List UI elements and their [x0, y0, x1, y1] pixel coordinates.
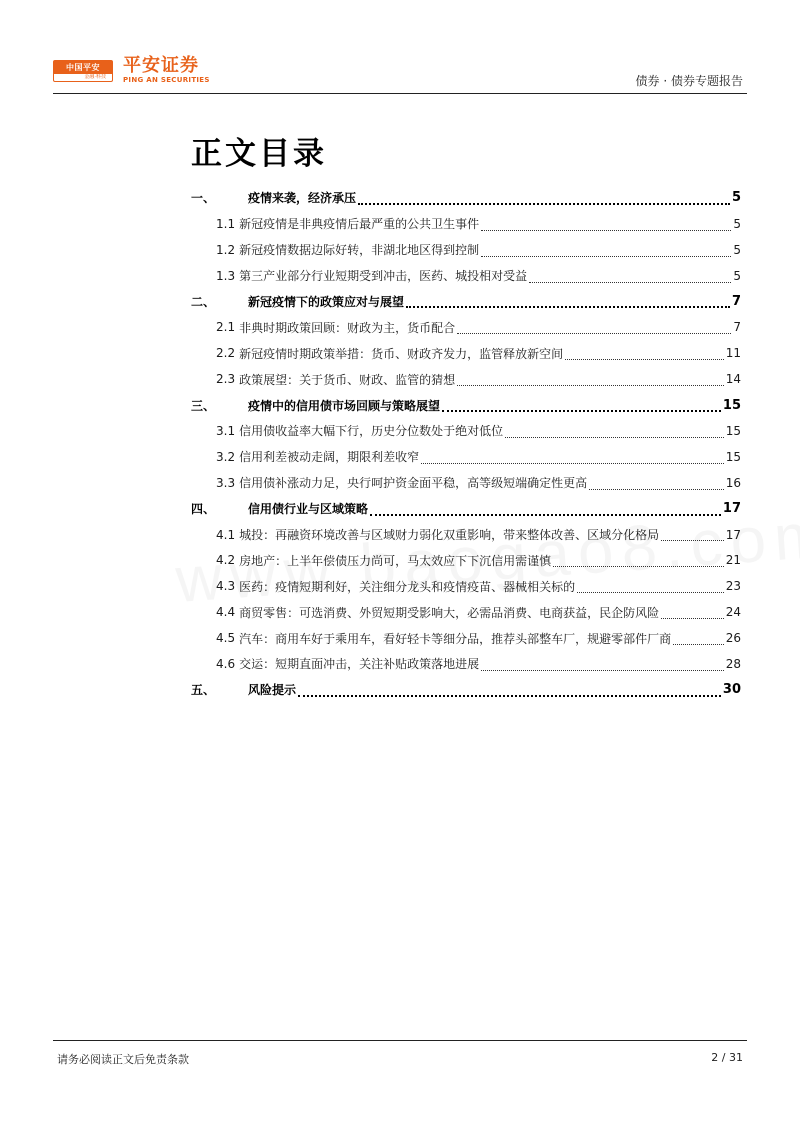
toc-entry-number: 4.6	[216, 656, 236, 671]
page-header	[0, 0, 800, 96]
toc-section-entry[interactable]	[191, 418, 741, 444]
toc-entry-number: 4.1	[216, 527, 236, 542]
toc-entry-title: 疫情来袭，经济承压	[248, 191, 357, 206]
toc-dot-leader	[421, 451, 724, 464]
page-indicator: 2 / 31	[711, 1051, 743, 1064]
toc-section-entry[interactable]	[191, 263, 741, 289]
china-pingan-logo	[53, 60, 113, 82]
toc-section-entry[interactable]	[191, 444, 741, 470]
toc-entry-title: 汽车：商用车好于乘用车，看好轻卡等细分品，推荐头部整车厂，规避零部件厂商	[239, 631, 672, 646]
toc-entry-title: 第三产业部分行业短期受到冲击，医药、城投相对受益	[239, 269, 528, 284]
toc-entry-number: 4.5	[216, 631, 236, 646]
toc-entry-number: 一、	[191, 191, 216, 206]
toc-entry-title: 交运：短期直面冲击，关注补贴政策落地进展	[239, 657, 480, 672]
toc-entry-page: 7	[733, 320, 741, 335]
toc-entry-page: 17	[722, 501, 741, 517]
toc-dot-leader	[442, 398, 721, 412]
toc-entry-title: 政策展望：关于货币、财政、监管的猜想	[239, 372, 456, 387]
toc-entry-page: 15	[722, 397, 741, 413]
toc-dot-leader	[481, 218, 731, 231]
toc-entry-title: 非典时期政策回顾：财政为主，货币配合	[239, 320, 456, 335]
toc-chapter-entry[interactable]	[191, 289, 741, 315]
toc-entry-title: 城投：再融资环境改善与区域财力弱化双重影响，带来整体改善、区域分化格局	[239, 528, 660, 543]
toc-entry-page: 5	[733, 268, 741, 283]
report-type: 债券 · 债券专题报告	[635, 74, 743, 88]
toc-dot-leader	[577, 580, 724, 593]
toc-section-entry[interactable]	[191, 366, 741, 392]
toc-entry-title: 新冠疫情是非典疫情后最严重的公共卫生事件	[239, 217, 480, 232]
toc-dot-leader	[505, 425, 724, 438]
toc-dot-leader	[589, 477, 724, 490]
china-pingan-logo-subtext: 金融·科技	[84, 74, 106, 80]
toc-entry-title: 商贸零售：可选消费、外贸短期受影响大，必需品消费、电商获益，民企防风险	[239, 605, 660, 620]
toc-entry-page: 30	[722, 682, 741, 698]
toc-entry-number: 3.2	[216, 449, 236, 464]
toc-section-entry[interactable]	[191, 625, 741, 651]
pingan-securities-logo	[123, 56, 223, 85]
toc-entry-page: 11	[725, 346, 741, 361]
toc-entry-page: 24	[725, 605, 741, 620]
toc-entry-title: 房地产：上半年偿债压力尚可，马太效应下下沉信用需谨慎	[239, 553, 552, 568]
toc-dot-leader	[298, 683, 721, 697]
toc-entry-page: 15	[725, 449, 741, 464]
toc-entry-number: 4.4	[216, 605, 236, 620]
toc-entry-page: 15	[725, 423, 741, 438]
toc-section-entry[interactable]	[191, 573, 741, 599]
disclaimer-note: 请务必阅读正文后免责条款	[57, 1053, 189, 1066]
toc-section-entry[interactable]	[191, 599, 741, 625]
toc-entry-title: 新冠疫情数据边际好转，非湖北地区得到控制	[239, 243, 480, 258]
toc-entry-number: 1.1	[216, 216, 236, 231]
toc-entry-number: 3.1	[216, 423, 236, 438]
toc-section-entry[interactable]	[191, 340, 741, 366]
toc-entry-number: 二、	[191, 295, 216, 309]
toc-entry-title: 新冠疫情时期政策举措：货币、财政齐发力，监管释放新空间	[239, 346, 564, 361]
toc-entry-title: 医药：疫情短期利好，关注细分龙头和疫情疫苗、器械相关标的	[239, 579, 576, 594]
toc-dot-leader	[481, 244, 731, 257]
table-of-contents	[191, 185, 741, 703]
toc-entry-page: 17	[725, 527, 741, 542]
footer-divider	[53, 1040, 747, 1041]
toc-section-entry[interactable]	[191, 237, 741, 263]
toc-entry-page: 14	[725, 372, 741, 387]
toc-chapter-entry[interactable]	[191, 677, 741, 703]
toc-entry-number: 五、	[191, 683, 216, 698]
toc-entry-page: 23	[725, 579, 741, 594]
toc-entry-title: 信用债补涨动力足，央行呵护资金面平稳，高等级短端确定性更高	[239, 476, 588, 491]
toc-entry-title: 信用债行业与区域策略	[248, 502, 369, 517]
toc-section-entry[interactable]	[191, 314, 741, 340]
toc-dot-leader	[673, 632, 724, 645]
header-divider	[53, 93, 747, 94]
china-pingan-logo-text: 中国平安	[54, 61, 112, 74]
toc-chapter-entry[interactable]	[191, 392, 741, 418]
toc-section-entry[interactable]	[191, 522, 741, 548]
toc-entry-number: 4.3	[216, 579, 236, 594]
toc-entry-title: 风险提示	[248, 683, 297, 698]
toc-dot-leader	[661, 528, 724, 541]
toc-entry-page: 21	[725, 553, 741, 568]
toc-dot-leader	[457, 373, 724, 386]
toc-entry-number: 四、	[191, 502, 216, 517]
toc-dot-leader	[553, 554, 724, 567]
toc-entry-title: 信用债收益率大幅下行，历史分位数处于绝对低位	[239, 424, 504, 439]
toc-entry-number: 1.3	[216, 268, 236, 283]
toc-dot-leader	[406, 294, 730, 308]
toc-entry-title: 信用利差被动走阔，期限利差收窄	[239, 450, 420, 465]
toc-entry-number: 2.2	[216, 346, 236, 361]
toc-entry-title: 新冠疫情下的政策应对与展望	[248, 295, 405, 309]
toc-dot-leader	[358, 191, 730, 205]
toc-section-entry[interactable]	[191, 470, 741, 496]
toc-section-entry[interactable]	[191, 547, 741, 573]
toc-entry-number: 2.3	[216, 372, 236, 387]
toc-dot-leader	[565, 347, 724, 360]
toc-entry-page: 5	[733, 216, 741, 231]
toc-dot-leader	[481, 658, 724, 671]
toc-dot-leader	[457, 321, 731, 334]
toc-dot-leader	[529, 270, 731, 283]
toc-entry-number: 3.3	[216, 475, 236, 490]
toc-entry-number: 1.2	[216, 242, 236, 257]
toc-dot-leader	[661, 606, 724, 619]
toc-entry-page: 5	[733, 242, 741, 257]
toc-entry-page: 28	[725, 656, 741, 671]
pingan-securities-logo-cn: 平安证券	[123, 55, 199, 76]
toc-entry-page: 26	[725, 631, 741, 646]
toc-section-entry[interactable]	[191, 651, 741, 677]
toc-entry-number: 三、	[191, 398, 216, 413]
toc-entry-page: 7	[731, 294, 741, 309]
toc-dot-leader	[370, 502, 721, 516]
toc-entry-page: 16	[725, 475, 741, 490]
toc-chapter-entry[interactable]	[191, 185, 741, 211]
toc-entry-page: 5	[731, 190, 741, 206]
toc-entry-number: 4.2	[216, 553, 236, 568]
pingan-securities-logo-en: PING AN SECURITIES	[123, 76, 210, 84]
toc-chapter-entry[interactable]	[191, 496, 741, 522]
toc-entry-number: 2.1	[216, 320, 236, 335]
toc-section-entry[interactable]	[191, 211, 741, 237]
toc-entry-title: 疫情中的信用债市场回顾与策略展望	[248, 398, 441, 413]
page-title: 正文目录	[191, 136, 327, 172]
